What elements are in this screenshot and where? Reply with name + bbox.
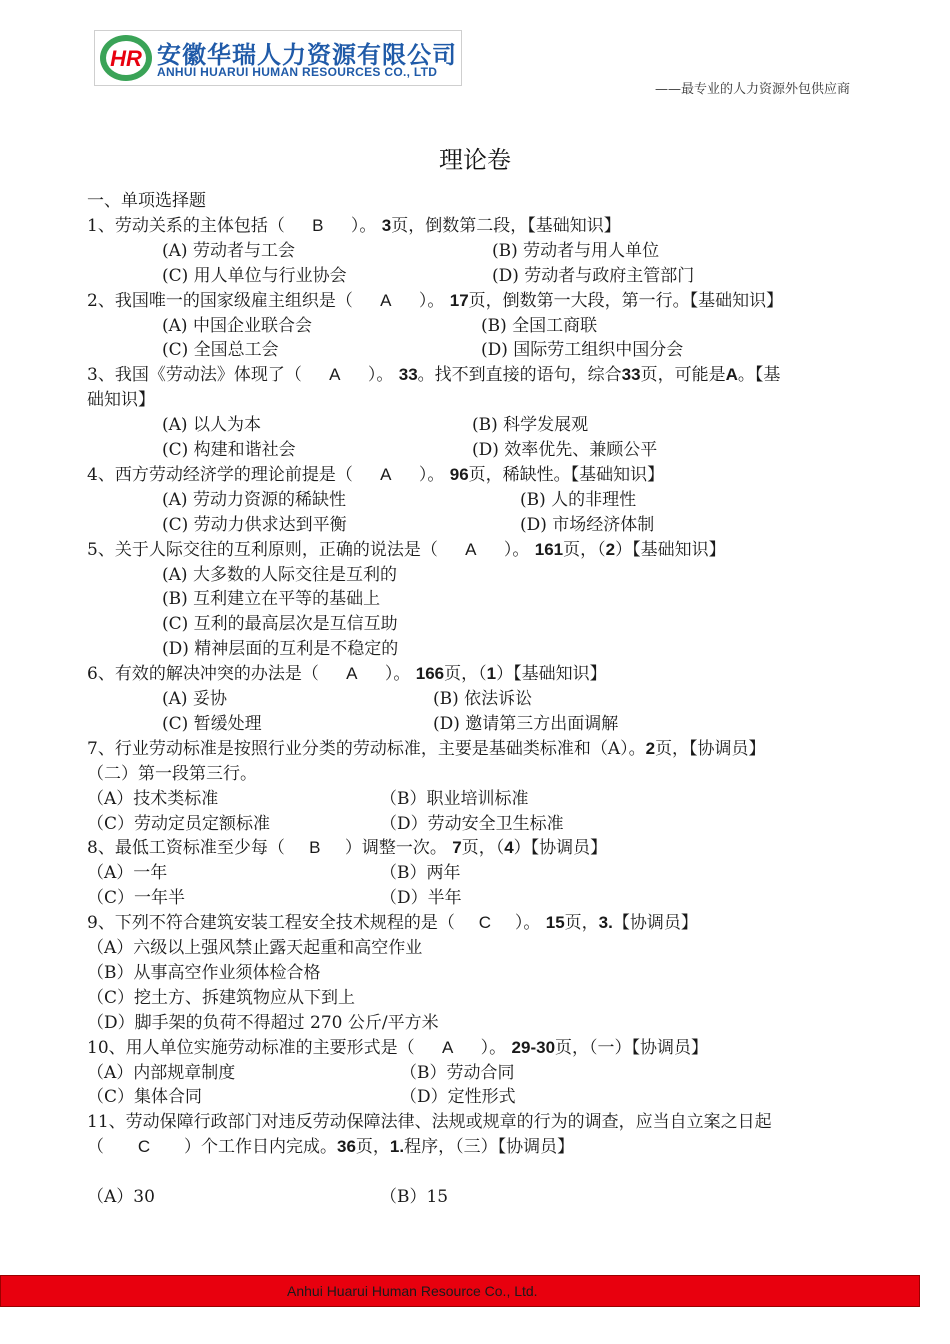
- option: （A）一年: [87, 863, 168, 884]
- question-stem: [87, 836, 607, 860]
- ref-text: 页，稀缺性。【基础知识】: [468, 464, 665, 485]
- page-ref: 1: [486, 664, 497, 684]
- question-stem: [87, 737, 766, 761]
- option: (D) 市场经济体制: [520, 514, 655, 535]
- option: （C）一年半: [87, 888, 186, 909]
- question-stem: [87, 911, 698, 935]
- option: （B）劳动合同: [400, 1062, 515, 1083]
- stem-text: 2、我国唯一的国家级雇主组织是（: [87, 290, 353, 311]
- option: (D) 邀请第三方出面调解: [433, 713, 619, 734]
- answer-letter: B: [309, 838, 321, 858]
- stem-text: （: [87, 1137, 104, 1158]
- ref-text: 页，可能是: [640, 365, 726, 386]
- page-ref: 1.: [389, 1137, 405, 1157]
- ref-text: ）【基础知识】: [496, 664, 607, 685]
- page-ref: 17: [449, 290, 469, 310]
- stem-text: 8、最低工资标准至少每（: [87, 838, 285, 859]
- option: （C）劳动定员定额标准: [87, 813, 271, 834]
- stem-text: ）个工作日内完成。: [184, 1137, 337, 1158]
- stem-text: 4、西方劳动经济学的理论前提是（: [87, 464, 353, 485]
- stem-text: 11、劳动保障行政部门对违反劳动保障法律、法规或规章的行为的调查，应当自立案之日起: [87, 1112, 772, 1133]
- page-ref: 15: [545, 913, 565, 933]
- footer-text: Anhui Huarui Human Resource Co., Ltd.: [287, 1283, 538, 1299]
- option: （A）30: [87, 1187, 155, 1207]
- answer-letter: A: [346, 664, 358, 684]
- option: (A) 大多数的人际交往是互利的: [162, 564, 397, 585]
- company-name-cn: 安徽华瑞人力资源有限公司: [157, 41, 457, 69]
- option: （D）半年: [380, 888, 462, 909]
- option: (A) 以人为本: [162, 415, 261, 436]
- option: (A) 妥协: [162, 689, 227, 709]
- question-stem-cont: 础知识】: [87, 390, 155, 411]
- ref-text: 页，: [564, 913, 599, 934]
- option: （C）挖土方、拆建筑物应从下到上: [87, 987, 356, 1008]
- option: (C) 互利的最高层次是互信互助: [162, 614, 398, 635]
- stem-text: ）。: [480, 1037, 507, 1058]
- stem-text: 3、我国《劳动法》体现了（: [87, 365, 302, 386]
- ref-text: ）【基础知识】: [615, 539, 726, 560]
- answer-letter: C: [137, 1137, 151, 1157]
- option: (C) 用人单位与行业协会: [162, 265, 347, 286]
- question-stem: [87, 538, 726, 562]
- ref-text: 页，（: [563, 539, 606, 560]
- question-stem-cont: （二）第一段第三行。: [87, 763, 257, 784]
- option: (B) 互利建立在平等的基础上: [162, 589, 381, 610]
- company-logo: [94, 30, 462, 86]
- option: (C) 全国总工会: [162, 340, 279, 361]
- question-stem: [87, 1036, 708, 1060]
- page-ref: 2: [605, 539, 616, 559]
- page-ref: 2: [645, 738, 656, 758]
- option: (C) 构建和谐社会: [162, 440, 296, 460]
- question-stem: [87, 363, 780, 387]
- answer-letter: C: [478, 913, 491, 933]
- option: (D) 精神层面的互利是不稳定的: [162, 639, 399, 660]
- option: （D）定性形式: [400, 1087, 516, 1108]
- answer-letter: A: [380, 290, 392, 310]
- page-ref: 4: [504, 838, 514, 858]
- option: (B) 人的非理性: [520, 489, 637, 510]
- page-ref: 36: [337, 1137, 356, 1157]
- option: (C) 暂缓处理: [162, 713, 262, 734]
- option: (D) 劳动者与政府主管部门: [492, 265, 695, 286]
- option: （D）劳动安全卫生标准: [380, 813, 564, 834]
- ref-text: 页，（: [444, 664, 487, 685]
- ref-text: 。找不到直接的语句，综合: [417, 365, 622, 386]
- ref-text: 程序，（三）【协调员】: [404, 1137, 575, 1158]
- option: （A）技术类标准: [87, 788, 219, 809]
- page-ref: 33: [621, 365, 641, 385]
- option: （C）集体合同: [87, 1087, 203, 1108]
- page-ref: 3.: [598, 913, 613, 933]
- page-ref: 166: [415, 664, 445, 684]
- stem-text: ）。: [384, 664, 411, 685]
- ref-text: 【协调员】: [612, 913, 698, 934]
- page-ref: 161: [534, 539, 564, 559]
- ref-text: 。【基: [737, 365, 781, 386]
- answer-letter: A: [380, 464, 392, 484]
- page-title: 理论卷: [439, 146, 511, 174]
- answer-letter: B: [312, 215, 324, 235]
- ref-text: 页，（: [461, 838, 505, 859]
- page-ref: 29-30: [511, 1037, 556, 1057]
- ref-text: 页，倒数第一大段，第一行。【基础知识】: [468, 290, 784, 311]
- option: (D) 效率优先、兼顾公平: [472, 440, 658, 460]
- stem-text: ）。: [503, 539, 530, 560]
- option: （B）职业培训标准: [380, 788, 529, 809]
- logo-letters: HR: [110, 46, 142, 71]
- page-ref: 96: [449, 464, 469, 484]
- stem-text: ）调整一次。: [344, 838, 447, 859]
- question-stem: [87, 289, 783, 313]
- footer-bar: [0, 1275, 920, 1307]
- ref-text: 页，: [355, 1137, 390, 1158]
- ref-text: 页，【协调员】: [655, 738, 766, 759]
- answer-letter: A: [441, 1037, 454, 1057]
- stem-text: 6、有效的解决冲突的办法是（: [87, 664, 319, 685]
- stem-text: ）。: [514, 913, 541, 934]
- ref-text: ）【协调员】: [513, 838, 608, 859]
- stem-text: 7、行业劳动标准是按照行业分类的劳动标准，主要是基础类标准和（A）。: [87, 738, 646, 759]
- option: （A）六级以上强风禁止露天起重和高空作业: [87, 938, 423, 958]
- ref-text: 页，倒数第二段，【基础知识】: [391, 215, 621, 236]
- option: (B) 劳动者与用人单位: [492, 240, 660, 261]
- option: (B) 依法诉讼: [433, 689, 533, 709]
- question-stem: [87, 1110, 772, 1134]
- section-heading: 一、单项选择题: [87, 191, 206, 211]
- option: （B）两年: [380, 863, 461, 884]
- option: (A) 中国企业联合会: [162, 315, 312, 336]
- ref-text: 页，（一）【协调员】: [555, 1037, 709, 1058]
- option: (A) 劳动力资源的稀缺性: [162, 489, 346, 510]
- company-name-en: ANHUI HUARUI HUMAN RESOURCES CO., LTD: [157, 65, 438, 79]
- option: （B）从事高空作业须体检合格: [87, 962, 321, 983]
- option: （A）内部规章制度: [87, 1062, 236, 1083]
- question-stem: [87, 662, 607, 686]
- option: （D）脚手架的负荷不得超过 270 公斤/平方米: [87, 1012, 439, 1033]
- answer-letter: A: [329, 365, 341, 385]
- option: (B) 科学发展观: [472, 415, 589, 436]
- page-ref: A: [725, 365, 738, 385]
- option: (A) 劳动者与工会: [162, 240, 295, 261]
- slogan: ——最专业的人力资源外包供应商: [654, 82, 850, 97]
- stem-text: 10、用人单位实施劳动标准的主要形式是（: [87, 1037, 415, 1058]
- question-stem: [87, 214, 621, 238]
- stem-text: ）。: [418, 290, 445, 311]
- option: （B）15: [380, 1187, 449, 1207]
- stem-text: ）。: [350, 215, 377, 236]
- stem-text: 9、下列不符合建筑安装工程安全技术规程的是（: [87, 913, 455, 934]
- option: (C) 劳动力供求达到平衡: [162, 514, 347, 535]
- option: (D) 国际劳工组织中国分会: [481, 340, 684, 361]
- page-ref: 7: [452, 838, 462, 858]
- stem-text: ）。: [418, 464, 445, 485]
- page-ref: 3: [381, 215, 392, 235]
- question-stem: [87, 463, 664, 487]
- stem-text: ）。: [367, 365, 394, 386]
- answer-letter: A: [465, 539, 477, 559]
- option: (B) 全国工商联: [481, 315, 598, 336]
- question-stem-cont: [87, 1135, 574, 1159]
- page-ref: 33: [398, 365, 418, 385]
- stem-text: 1、劳动关系的主体包括（: [87, 215, 285, 236]
- hr-logo-icon: [98, 33, 154, 83]
- stem-text: 5、关于人际交往的互利原则，正确的说法是（: [87, 539, 438, 560]
